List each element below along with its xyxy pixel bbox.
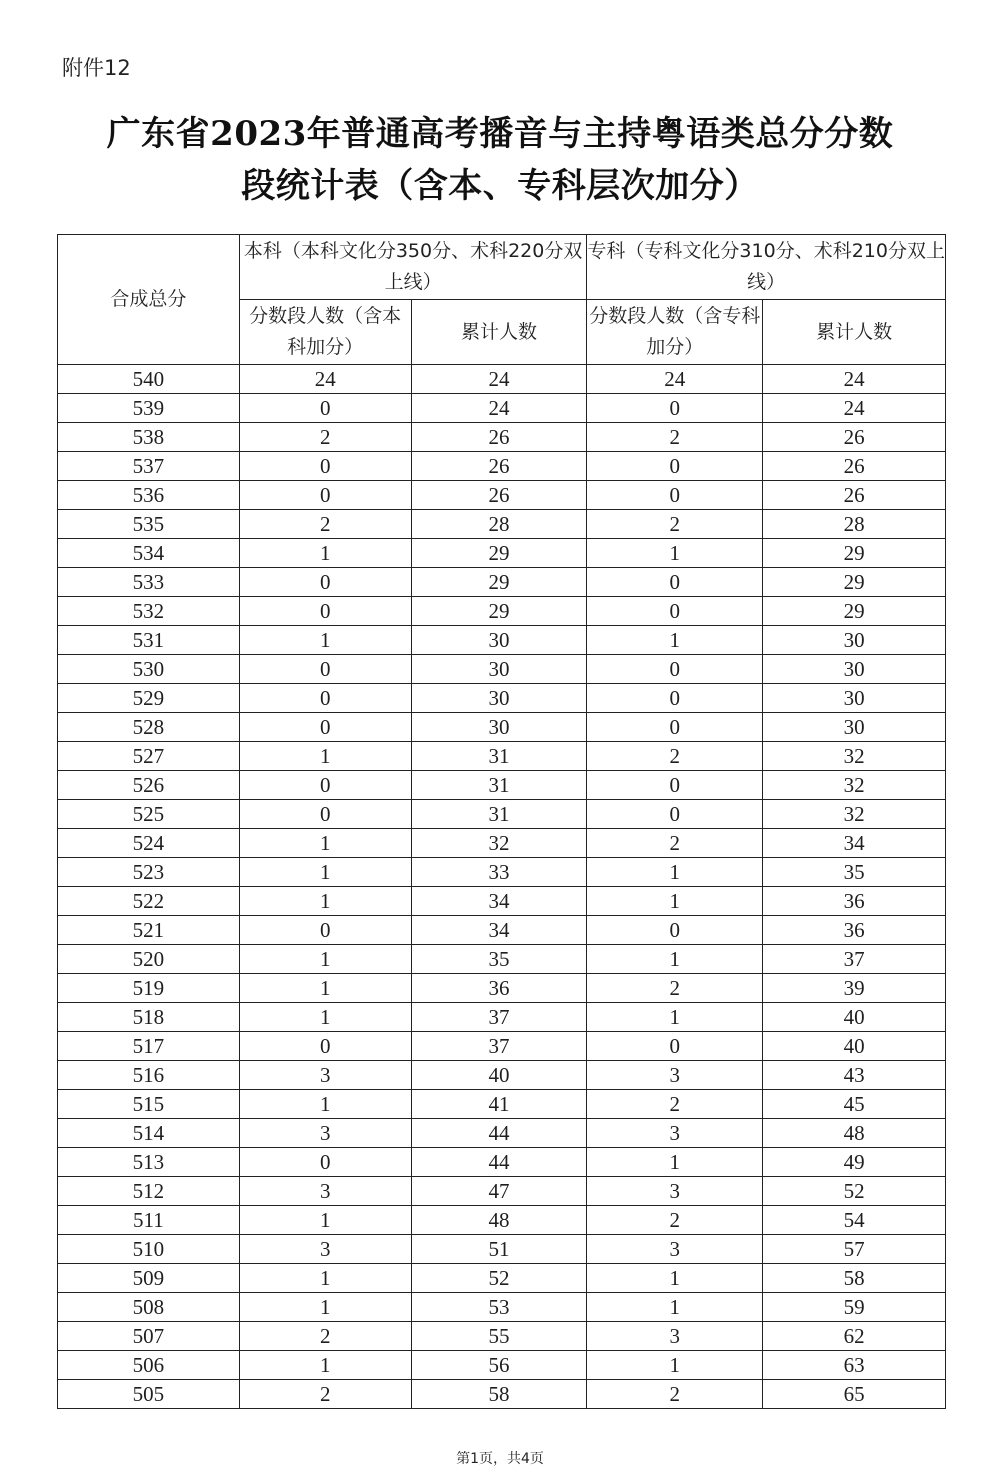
- cell-total-score: 514: [58, 1119, 240, 1148]
- cell-benke-cumulative: 36: [411, 974, 587, 1003]
- cell-total-score: 510: [58, 1235, 240, 1264]
- cell-total-score: 534: [58, 539, 240, 568]
- cell-benke-count: 1: [239, 945, 411, 974]
- table-row: [58, 858, 946, 887]
- cell-benke-count: 0: [239, 916, 411, 945]
- cell-zhuanke-cumulative: 29: [763, 568, 946, 597]
- cell-total-score: 533: [58, 568, 240, 597]
- cell-total-score: 535: [58, 510, 240, 539]
- cell-benke-count: 0: [239, 1032, 411, 1061]
- cell-zhuanke-count: 2: [587, 742, 763, 771]
- cell-benke-cumulative: 34: [411, 887, 587, 916]
- table-row: [58, 1003, 946, 1032]
- cell-benke-count: 3: [239, 1119, 411, 1148]
- cell-zhuanke-cumulative: 48: [763, 1119, 946, 1148]
- cell-total-score: 530: [58, 655, 240, 684]
- cell-total-score: 513: [58, 1148, 240, 1177]
- table-row: [58, 1322, 946, 1351]
- cell-zhuanke-cumulative: 35: [763, 858, 946, 887]
- cell-benke-cumulative: 30: [411, 713, 587, 742]
- cell-benke-count: 1: [239, 887, 411, 916]
- cell-zhuanke-count: 1: [587, 1293, 763, 1322]
- table-row: [58, 655, 946, 684]
- cell-total-score: 512: [58, 1177, 240, 1206]
- cell-benke-cumulative: 29: [411, 597, 587, 626]
- cell-zhuanke-count: 0: [587, 597, 763, 626]
- cell-zhuanke-count: 3: [587, 1177, 763, 1206]
- cell-zhuanke-cumulative: 43: [763, 1061, 946, 1090]
- cell-zhuanke-cumulative: 63: [763, 1351, 946, 1380]
- attachment-label: 附件12: [62, 56, 131, 80]
- cell-zhuanke-cumulative: 32: [763, 800, 946, 829]
- cell-zhuanke-count: 0: [587, 771, 763, 800]
- cell-zhuanke-cumulative: 39: [763, 974, 946, 1003]
- cell-total-score: 539: [58, 394, 240, 423]
- cell-zhuanke-cumulative: 65: [763, 1380, 946, 1409]
- table-row: [58, 800, 946, 829]
- table-row: [58, 974, 946, 1003]
- header-benke-count: 分数段人数（含本科加分）: [239, 300, 411, 365]
- cell-zhuanke-count: 2: [587, 1206, 763, 1235]
- cell-total-score: 511: [58, 1206, 240, 1235]
- table-row: [58, 1119, 946, 1148]
- cell-zhuanke-cumulative: 45: [763, 1090, 946, 1119]
- table-row: [58, 568, 946, 597]
- cell-total-score: 516: [58, 1061, 240, 1090]
- cell-benke-count: 2: [239, 1380, 411, 1409]
- cell-total-score: 540: [58, 365, 240, 394]
- cell-zhuanke-cumulative: 29: [763, 539, 946, 568]
- score-distribution-table: [57, 234, 946, 1409]
- cell-total-score: 528: [58, 713, 240, 742]
- cell-zhuanke-count: 3: [587, 1235, 763, 1264]
- page-footer: 第1页，共4页: [456, 1451, 544, 1467]
- table-row: [58, 1148, 946, 1177]
- cell-zhuanke-count: 0: [587, 568, 763, 597]
- cell-zhuanke-cumulative: 30: [763, 626, 946, 655]
- cell-total-score: 523: [58, 858, 240, 887]
- cell-benke-count: 0: [239, 684, 411, 713]
- cell-total-score: 526: [58, 771, 240, 800]
- cell-benke-count: 0: [239, 800, 411, 829]
- cell-zhuanke-count: 2: [587, 974, 763, 1003]
- cell-zhuanke-count: 3: [587, 1119, 763, 1148]
- table-row: [58, 510, 946, 539]
- table-row: [58, 365, 946, 394]
- cell-benke-count: 1: [239, 858, 411, 887]
- cell-benke-count: 2: [239, 510, 411, 539]
- cell-benke-cumulative: 28: [411, 510, 587, 539]
- cell-total-score: 521: [58, 916, 240, 945]
- cell-benke-count: 3: [239, 1177, 411, 1206]
- cell-zhuanke-count: 2: [587, 510, 763, 539]
- cell-benke-cumulative: 53: [411, 1293, 587, 1322]
- cell-benke-count: 2: [239, 423, 411, 452]
- cell-benke-count: 1: [239, 626, 411, 655]
- cell-benke-cumulative: 31: [411, 771, 587, 800]
- cell-zhuanke-count: 0: [587, 916, 763, 945]
- cell-total-score: 536: [58, 481, 240, 510]
- cell-benke-cumulative: 37: [411, 1032, 587, 1061]
- cell-benke-cumulative: 30: [411, 655, 587, 684]
- cell-benke-count: 3: [239, 1061, 411, 1090]
- cell-zhuanke-cumulative: 49: [763, 1148, 946, 1177]
- cell-benke-count: 1: [239, 1351, 411, 1380]
- cell-benke-count: 1: [239, 829, 411, 858]
- cell-benke-count: 1: [239, 539, 411, 568]
- cell-zhuanke-cumulative: 59: [763, 1293, 946, 1322]
- cell-benke-cumulative: 30: [411, 684, 587, 713]
- header-group-zhuanke: 专科（专科文化分310分、术科210分双上线）: [587, 235, 946, 300]
- cell-benke-count: 0: [239, 771, 411, 800]
- cell-zhuanke-cumulative: 36: [763, 887, 946, 916]
- table-row: [58, 539, 946, 568]
- table-row: [58, 1032, 946, 1061]
- cell-benke-count: 1: [239, 1264, 411, 1293]
- cell-zhuanke-cumulative: 24: [763, 394, 946, 423]
- cell-benke-cumulative: 40: [411, 1061, 587, 1090]
- cell-total-score: 527: [58, 742, 240, 771]
- cell-benke-cumulative: 44: [411, 1119, 587, 1148]
- cell-benke-count: 1: [239, 1090, 411, 1119]
- table-row: [58, 626, 946, 655]
- cell-total-score: 525: [58, 800, 240, 829]
- cell-zhuanke-count: 2: [587, 1090, 763, 1119]
- cell-benke-count: 0: [239, 568, 411, 597]
- cell-total-score: 538: [58, 423, 240, 452]
- cell-total-score: 508: [58, 1293, 240, 1322]
- cell-benke-count: 1: [239, 1293, 411, 1322]
- cell-zhuanke-count: 2: [587, 829, 763, 858]
- cell-zhuanke-cumulative: 29: [763, 597, 946, 626]
- header-zhuanke-count: 分数段人数（含专科加分）: [587, 300, 763, 365]
- cell-zhuanke-cumulative: 32: [763, 742, 946, 771]
- cell-benke-cumulative: 29: [411, 568, 587, 597]
- cell-zhuanke-cumulative: 40: [763, 1003, 946, 1032]
- cell-zhuanke-cumulative: 26: [763, 423, 946, 452]
- cell-zhuanke-count: 0: [587, 481, 763, 510]
- cell-benke-cumulative: 33: [411, 858, 587, 887]
- cell-benke-cumulative: 56: [411, 1351, 587, 1380]
- cell-total-score: 520: [58, 945, 240, 974]
- cell-total-score: 522: [58, 887, 240, 916]
- cell-benke-count: 0: [239, 597, 411, 626]
- cell-total-score: 517: [58, 1032, 240, 1061]
- table-row: [58, 887, 946, 916]
- cell-benke-cumulative: 52: [411, 1264, 587, 1293]
- table-row: [58, 1061, 946, 1090]
- cell-total-score: 505: [58, 1380, 240, 1409]
- cell-zhuanke-cumulative: 40: [763, 1032, 946, 1061]
- cell-benke-count: 0: [239, 1148, 411, 1177]
- cell-benke-count: 0: [239, 655, 411, 684]
- table-row: [58, 1264, 946, 1293]
- table-row: [58, 713, 946, 742]
- cell-total-score: 529: [58, 684, 240, 713]
- cell-benke-count: 0: [239, 394, 411, 423]
- cell-zhuanke-count: 0: [587, 684, 763, 713]
- cell-benke-cumulative: 58: [411, 1380, 587, 1409]
- cell-zhuanke-cumulative: 57: [763, 1235, 946, 1264]
- cell-zhuanke-count: 24: [587, 365, 763, 394]
- cell-benke-count: 24: [239, 365, 411, 394]
- cell-total-score: 509: [58, 1264, 240, 1293]
- cell-benke-cumulative: 26: [411, 481, 587, 510]
- cell-zhuanke-cumulative: 30: [763, 684, 946, 713]
- cell-benke-cumulative: 34: [411, 916, 587, 945]
- cell-benke-cumulative: 41: [411, 1090, 587, 1119]
- table-row: [58, 452, 946, 481]
- cell-zhuanke-count: 0: [587, 655, 763, 684]
- table-row: [58, 916, 946, 945]
- title-line-1: 广东省2023年普通高考播音与主持粤语类总分分数: [106, 114, 894, 154]
- cell-total-score: 524: [58, 829, 240, 858]
- cell-benke-count: 1: [239, 1003, 411, 1032]
- table-row: [58, 1235, 946, 1264]
- table-row: [58, 684, 946, 713]
- header-benke-cumulative: 累计人数: [411, 300, 587, 365]
- cell-benke-cumulative: 30: [411, 626, 587, 655]
- cell-zhuanke-cumulative: 32: [763, 771, 946, 800]
- cell-benke-cumulative: 44: [411, 1148, 587, 1177]
- cell-benke-cumulative: 31: [411, 742, 587, 771]
- cell-zhuanke-cumulative: 30: [763, 713, 946, 742]
- cell-benke-count: 3: [239, 1235, 411, 1264]
- cell-benke-cumulative: 24: [411, 365, 587, 394]
- cell-benke-cumulative: 31: [411, 800, 587, 829]
- cell-zhuanke-cumulative: 28: [763, 510, 946, 539]
- table-row: [58, 945, 946, 974]
- cell-zhuanke-count: 1: [587, 1264, 763, 1293]
- cell-zhuanke-cumulative: 26: [763, 481, 946, 510]
- cell-zhuanke-count: 3: [587, 1061, 763, 1090]
- cell-zhuanke-cumulative: 52: [763, 1177, 946, 1206]
- header-group-benke: 本科（本科文化分350分、术科220分双上线）: [239, 235, 587, 300]
- cell-benke-count: 0: [239, 481, 411, 510]
- cell-zhuanke-count: 1: [587, 539, 763, 568]
- cell-total-score: 519: [58, 974, 240, 1003]
- cell-benke-cumulative: 24: [411, 394, 587, 423]
- cell-benke-cumulative: 47: [411, 1177, 587, 1206]
- table-row: [58, 1380, 946, 1409]
- cell-zhuanke-count: 0: [587, 452, 763, 481]
- cell-zhuanke-cumulative: 30: [763, 655, 946, 684]
- cell-zhuanke-count: 2: [587, 1380, 763, 1409]
- table-row: [58, 771, 946, 800]
- cell-benke-cumulative: 37: [411, 1003, 587, 1032]
- cell-benke-count: 1: [239, 974, 411, 1003]
- cell-total-score: 518: [58, 1003, 240, 1032]
- cell-total-score: 537: [58, 452, 240, 481]
- cell-zhuanke-cumulative: 37: [763, 945, 946, 974]
- cell-total-score: 515: [58, 1090, 240, 1119]
- table-row: [58, 742, 946, 771]
- cell-total-score: 507: [58, 1322, 240, 1351]
- cell-zhuanke-count: 1: [587, 626, 763, 655]
- header-total-score: 合成总分: [58, 235, 240, 365]
- cell-zhuanke-count: 1: [587, 1003, 763, 1032]
- cell-zhuanke-cumulative: 36: [763, 916, 946, 945]
- cell-zhuanke-count: 0: [587, 800, 763, 829]
- table-row: [58, 423, 946, 452]
- cell-zhuanke-cumulative: 24: [763, 365, 946, 394]
- cell-benke-cumulative: 51: [411, 1235, 587, 1264]
- cell-zhuanke-cumulative: 34: [763, 829, 946, 858]
- table-row: [58, 1351, 946, 1380]
- table-row: [58, 597, 946, 626]
- cell-benke-cumulative: 32: [411, 829, 587, 858]
- table-row: [58, 1206, 946, 1235]
- cell-benke-count: 0: [239, 713, 411, 742]
- cell-benke-count: 1: [239, 742, 411, 771]
- table-row: [58, 1177, 946, 1206]
- cell-benke-cumulative: 26: [411, 452, 587, 481]
- table-body: [58, 365, 946, 1409]
- cell-zhuanke-count: 1: [587, 945, 763, 974]
- table-row: [58, 394, 946, 423]
- cell-benke-count: 2: [239, 1322, 411, 1351]
- cell-total-score: 531: [58, 626, 240, 655]
- cell-zhuanke-count: 0: [587, 1032, 763, 1061]
- cell-benke-cumulative: 29: [411, 539, 587, 568]
- cell-zhuanke-count: 1: [587, 858, 763, 887]
- cell-total-score: 506: [58, 1351, 240, 1380]
- cell-zhuanke-cumulative: 58: [763, 1264, 946, 1293]
- table-row: [58, 481, 946, 510]
- cell-zhuanke-cumulative: 54: [763, 1206, 946, 1235]
- cell-total-score: 532: [58, 597, 240, 626]
- cell-benke-cumulative: 48: [411, 1206, 587, 1235]
- cell-benke-cumulative: 35: [411, 945, 587, 974]
- cell-zhuanke-count: 1: [587, 887, 763, 916]
- cell-zhuanke-count: 1: [587, 1351, 763, 1380]
- header-zhuanke-cumulative: 累计人数: [763, 300, 946, 365]
- cell-benke-count: 0: [239, 452, 411, 481]
- cell-zhuanke-count: 3: [587, 1322, 763, 1351]
- table-row: [58, 1293, 946, 1322]
- cell-zhuanke-count: 2: [587, 423, 763, 452]
- cell-zhuanke-count: 0: [587, 394, 763, 423]
- cell-zhuanke-count: 1: [587, 1148, 763, 1177]
- cell-benke-cumulative: 55: [411, 1322, 587, 1351]
- document-title: [0, 108, 1000, 212]
- cell-benke-count: 1: [239, 1206, 411, 1235]
- cell-zhuanke-cumulative: 26: [763, 452, 946, 481]
- title-line-2: 段统计表（含本、专科层次加分）: [241, 166, 759, 206]
- cell-zhuanke-count: 0: [587, 713, 763, 742]
- cell-zhuanke-cumulative: 62: [763, 1322, 946, 1351]
- table-row: [58, 1090, 946, 1119]
- cell-benke-cumulative: 26: [411, 423, 587, 452]
- table-row: [58, 829, 946, 858]
